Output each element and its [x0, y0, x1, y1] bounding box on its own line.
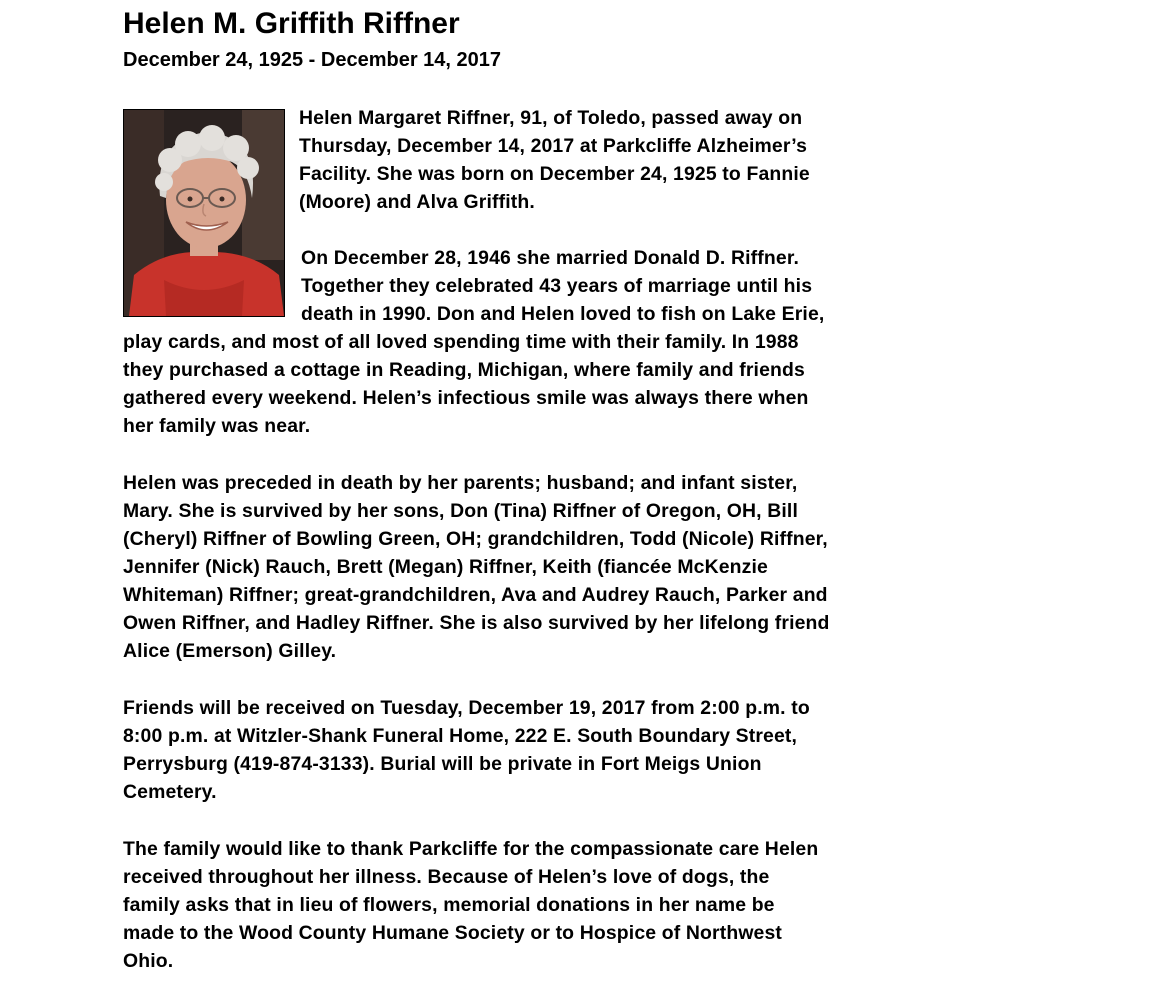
- text-line: Facility. She was born on December 24, 1925 to Fannie: [299, 163, 810, 185]
- text-line: (Moore) and Alva Griffith.: [299, 191, 535, 213]
- text-line: Thursday, December 14, 2017 at Parkcliffe Alzheimer’s: [299, 135, 808, 157]
- paragraph-donations: [123, 835, 983, 975]
- text-line: family asks that in lieu of flowers, memorial donations in her name be: [123, 894, 775, 916]
- text-line: Together they celebrated 43 years of marriage until his: [301, 275, 813, 297]
- text-line: her family was near.: [123, 415, 311, 437]
- paragraph-family: [123, 469, 983, 665]
- text-line: On December 28, 1946 she married Donald D. Riffner.: [301, 247, 799, 269]
- text-line: received throughout her illness. Because of Helen’s love of dogs, the: [123, 866, 770, 888]
- text-line: made to the Wood County Humane Society or to Hospice of Northwest: [123, 922, 783, 944]
- text-line: Helen Margaret Riffner, 91, of Toledo, passed away on: [299, 107, 803, 129]
- text-line: gathered every weekend. Helen’s infectious smile was always there when: [123, 387, 809, 409]
- text-line: Mary. She is survived by her sons, Don (Tina) Riffner of Oregon, OH, Bill: [123, 500, 799, 522]
- text-line: 8:00 p.m. at Witzler-Shank Funeral Home, 222 E. South Boundary Street,: [123, 725, 798, 747]
- text-line: Ohio.: [123, 950, 174, 972]
- text-line: Perrysburg (419-874-3133). Burial will be private in Fort Meigs Union: [123, 753, 762, 775]
- text-line: Helen was preceded in death by her parents; husband; and infant sister,: [123, 472, 798, 494]
- paragraph-services: [123, 694, 983, 806]
- portrait-photo: [123, 109, 285, 317]
- text-line: they purchased a cottage in Reading, Michigan, where family and friends: [123, 359, 805, 381]
- life-dates: December 24, 1925 - December 14, 2017: [123, 49, 502, 71]
- text-line: (Cheryl) Riffner of Bowling Green, OH; grandchildren, Todd (Nicole) Riffner,: [123, 528, 828, 550]
- text-line: Whiteman) Riffner; great-grandchildren, Ava and Audrey Rauch, Parker and: [123, 584, 828, 606]
- paragraph-marriage-rest: [123, 328, 983, 440]
- text-line: Jennifer (Nick) Rauch, Brett (Megan) Riffner, Keith (fiancée McKenzie: [123, 556, 768, 578]
- text-line: Cemetery.: [123, 781, 217, 803]
- obituary-title: Helen M. Griffith Riffner: [123, 7, 460, 40]
- text-line: Alice (Emerson) Gilley.: [123, 640, 337, 662]
- text-line: death in 1990. Don and Helen loved to fish on Lake Erie,: [301, 303, 825, 325]
- text-line: Owen Riffner, and Hadley Riffner. She is also survived by her lifelong friend: [123, 612, 830, 634]
- paragraph-death-notice: [299, 104, 979, 216]
- text-line: Friends will be received on Tuesday, December 19, 2017 from 2:00 p.m. to: [123, 697, 810, 719]
- portrait-photo-icon: [124, 110, 284, 316]
- paragraph-marriage-top: [301, 244, 981, 328]
- text-line: play cards, and most of all loved spending time with their family. In 1988: [123, 331, 799, 353]
- text-line: The family would like to thank Parkcliffe for the compassionate care Helen: [123, 838, 819, 860]
